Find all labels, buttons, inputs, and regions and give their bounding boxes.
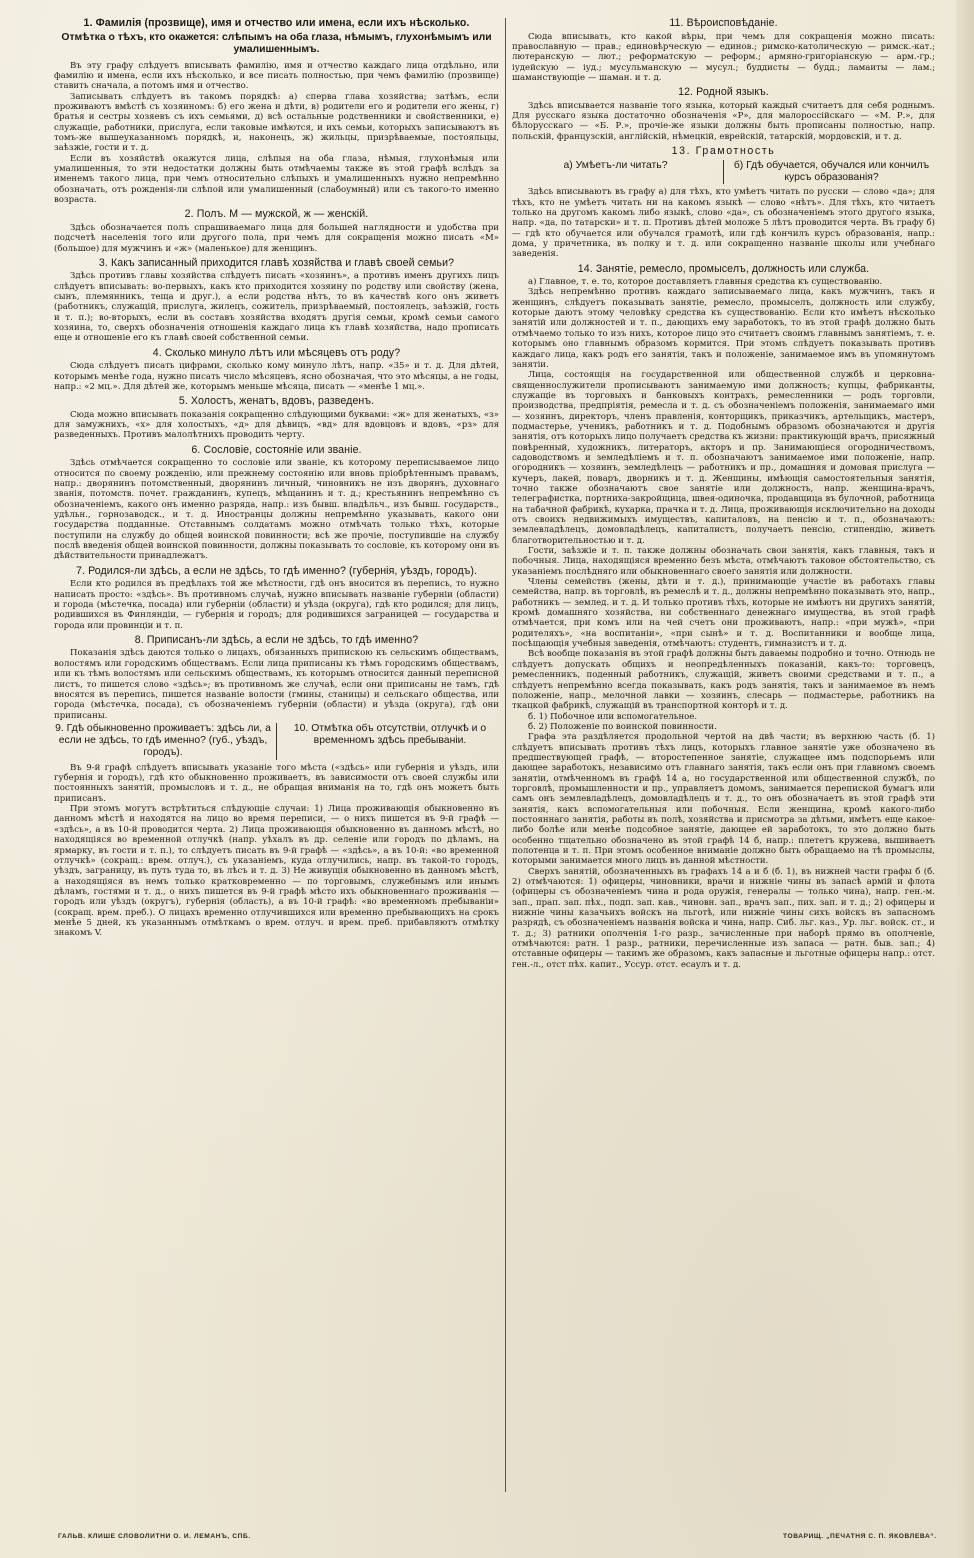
section-14c-label: б. 2) Положеніе по воинской повинности.: [528, 721, 717, 732]
section-4-text: Сюда слѣдуетъ писать цифрами, сколько кому минуло лѣтъ, напр. «35» и т. д. Для дѣтей, которымъ менѣе года, нужно писать число мѣсяцевъ, ясно обозначая, что это мѣсяцы, а не годы, напр.: «2 мц.». Для дѣтей же, которымъ меньше мѣсяца, писать — «менѣе 1 мц.».: [54, 361, 499, 392]
section-14-text: Лица, состоящія на государственной или общественной службѣ и церковна-священнослужители прописываютъ занимаемую ими должность; купцы, фабриканты, служащіе въ торговыхъ и банковыхъ контрахъ, ремесленники — родъ торговли, производства, предпріятія, ремесла и т. д. съ обозначеніемъ положенія, занимаемаго ими — хозяинъ, директоръ, членъ правленія, конторщикъ, приказчикъ, артельщикъ, мастеръ, подмастерье, ученикъ, работникъ и т. д. Подобнымъ образомъ обозначаются и другія занятія, отъ которыхъ лицо получаетъ средства къ жизни: практикующій врачъ, присяжный повѣренный, художникъ, литераторъ, акторъ и пр. Занимающіеся огородничествомъ, садоводствомъ и земледѣліемъ и т. п. обозначаютъ занимаемое ими положеніе, напр. огородникъ — хозяинъ, земледѣлецъ — работникъ и пр., домашняя и домовая прислуга — кучеръ, лакей, поваръ, дворникъ и т. д. Женщины, имѣющія самостоятельныя занятія, точно также обозначаютъ свое занятіе или должность, напр. женщина-врачъ, телеграфистка, портниха-закройщица, швея-одиночка, продавщица въ булочной, работница на табачной фабрикѣ, кухарка, прачка и т. д. Лица, проживающія исключительно на доходы отъ своихъ недвижимыхъ имуществъ, капиталовъ, на пенсію и т. п., обозначаютъ: землевладѣлецъ, домовладѣлецъ, капиталистъ, получаетъ пенсію, стипендію, живетъ благотворительностью и т. д.: [512, 370, 935, 546]
section-8-text: Показанія здѣсь даются только о лицахъ, обязанныхъ припискою къ сельскимъ обществамъ, волостямъ или городскимъ обществамъ. Если лица приписаны къ тѣмъ городскимъ обществамъ, или къ тѣмъ волостямъ или сельскимъ обществамъ, къ которымъ относится данный переписной листъ, то пишется слово «здѣсь»; въ противномъ же случаѣ, если они приписаны не тамъ, гдѣ вносятся въ перепись, пишется названіе волости (гмины, станицы) и сельскаго общества, или города (мѣстечка, посада), съ обозначеніемъ губерніи (области) и уѣзда (округа), гдѣ они приписаны.: [54, 648, 499, 721]
printer-imprint-left: ГАЛЬВ. КЛИШЕ СЛОВОЛИТНИ О. И. ЛЕМАНЪ, СПБ.: [58, 1533, 251, 1540]
section-13b-title: б) Гдѣ обучается, обучался или кончилъ курсъ образованія?: [733, 159, 930, 183]
section-9-title: 9. Гдѣ обыкновенно проживаетъ: здѣсь ли, а если не здѣсь, то гдѣ именно? (губ., уѣздъ, городъ).: [54, 723, 277, 760]
section-9-text: Въ 9-й графѣ слѣдуетъ вписывать указаніе того мѣста («здѣсь» или губернія и уѣздъ, или губернія и городъ), гдѣ кто обыкновенно проживаетъ, въ зависимости отъ своей службы или постоянныхъ занятій, промысловъ и т. д., не обращая вниманія на то, гдѣ онъ можетъ быть приписанъ.: [54, 762, 499, 804]
section-11-title: 11. Вѣроисповѣданіе.: [669, 17, 778, 29]
printer-imprint-right: ТОВАРИЩ. „ПЕЧАТНЯ С. П. ЯКОВЛЕВА“.: [783, 1533, 937, 1540]
section-10-title: 10. Отмѣтка объ отсутствіи, отлучкѣ и о временномъ здѣсь пребываніи.: [293, 722, 487, 747]
section-13-text: Здѣсь вписываютъ въ графу а) для тѣхъ, кто умѣетъ читать по русски — слово «да»; для тѣхъ, кто не умѣетъ читать ни на какомъ языкѣ — слово «нѣтъ». Для тѣхъ, кто читаетъ только на другомъ какомъ либо языкѣ, слово «да», съ обозначеніемъ этого другого языка, напр. «да, по татарски» и т. п. Противъ дѣтей моложе 5 лѣтъ проводится черта. Въ графу б) — гдѣ кто обучается или обучался грамотѣ, или гдѣ кончилъ курсъ образованія, напр.: дома, у причетника, въ полку и т. д. или сокращенно названіе школы или учебнаго заведенія.: [512, 187, 935, 260]
section-14-text: Всѣ вообще показанія въ этой графѣ должны быть даваемы подробно и точно. Отнюдь не слѣдуетъ допускать общихъ и неопредѣленныхъ показаній, какъ-то: торговецъ, ремесленникъ, поденный работникъ, служащій, живетъ своими средствами и т. п., а слѣдуетъ непремѣнно всегда показывать, какъ родъ занятія, такъ и занимаемое въ немъ положеніе, напр., мелочной лавки — хозяинъ, слесарь — подмастерье, работникъ на ткацкой фабрикѣ, служащій въ транспортной конторѣ и т. д.: [512, 649, 935, 712]
section-4-title: 4. Сколько минуло лѣтъ или мѣсяцевъ отъ роду?: [152, 346, 401, 359]
section-14-text: Гости, заѣзжіе и т. п. также должны обозначать свои занятія, какъ главныя, такъ и побочныя. Лица, находящіяся временно безъ мѣста, отмѣчаютъ таковое обстоятельство, съ указаніемъ послѣдняго или обыкновеннаго своего занятія или должности.: [512, 546, 935, 577]
section-14-title: 14. Занятіе, ремесло, промыселъ, должность или служба.: [577, 262, 870, 275]
section-13-columns-header: [512, 160, 935, 185]
section-14-text: Графа эта раздѣляется продольной чертой на двѣ части; въ верхнюю часть (б. 1) слѣдуетъ вписывать противъ тѣхъ лицъ, которыхъ главное занятіе уже обозначено въ предшествующей графѣ, — второстепенное занятіе, служащее имъ подспорьемъ или дающее заработокъ, независимо отъ главнаго занятія, такъ если онъ при главномъ своемъ занятіи, отмѣченномъ въ графѣ 14 а, но государственной или общественной службѣ, по торговлѣ, промышленности и пр., управляетъ домомъ, занимается перепиской бумагъ или самъ онъ землевладѣлецъ, домовладѣлецъ и т. д., то онъ обозначаетъ въ этой графѣ эти занятія, какъ вспомогательныя или побочныя. Если женщина, кромѣ какого-либо постояннаго занятія, работы въ полѣ, хозяйства и присмотра за дѣтьми, имѣетъ еще какое-либо болѣе или менѣе подсобное занятіе, дающее ей заработокъ, то это должно быть особенно тщательно обозначено въ этой графѣ 14 б, напр.: плететъ кружева, вышиваетъ полотенца и т. п. При этомъ особенное вниманіе должно быть обращаемо на тѣ промыслы, которыми занимается много лицъ въ данной мѣстности.: [512, 732, 935, 867]
section-11-text: Сюда вписывать, кто какой вѣры, при чемъ для сокращенія можно писать: православную — прав.; единовѣрческую — единов.; римско-католическую — римск.-кат.; лютеранскую — лют.; реформатскую — реформ.; армяно-григоріанскую — арм.-гр.; іудейскую — іуд.; мусульманскую — мусул.; буддисты — будд.; ламаиты — лам.; шаманствующіе — шаман. и т. д.: [512, 31, 935, 83]
section-7-text: Если кто родился въ предѣлахъ той же мѣстности, гдѣ онъ вносится въ перепись, то нужно написать просто: «здѣсь». Въ противномъ случаѣ, нужно вписывать названіе губерніи (области) и города (мѣстечка, посада) или губерніи (области) и уѣзда (округа), гдѣ кто родился; для лицъ, родившихся въ Финляндіи, — губернія и городъ; для родившихся заграницей — государства и города или провинціи и т. п.: [54, 579, 499, 631]
section-1-text: Записывать слѣдуетъ въ такомъ порядкѣ: а) сперва глава хозяйства; затѣмъ, если проживаютъ вмѣстѣ съ хозяиномъ: б) его жена и дѣти, в) родители его и родители его жены, г) братья и сестры хозяевъ съ ихъ семьями, д) всѣ остальные родственники и свойственники, е) служащіе, работники, прислуга, если таковые имѣются, и ихъ семьи, которыхъ записываютъ въ томъ-же вышеуказанномъ порядкѣ, и, наконецъ, ж) жильцы, призрѣваемые, постояльцы, заѣзжіе, гости и т. д.: [54, 91, 499, 154]
section-6-text: Здѣсь отмѣчается сокращенно то сословіе или званіе, къ которому переписываемое лицо относится по своему рожденію, или прежнему состоянію или вновь пріобрѣтеннымъ правамъ, напр.: дворянинъ потомственный, дворянинъ личный, чиновникъ не изъ дворянъ, духовнаго званія, потомств. почет. гражданинъ, купецъ, мѣщанинъ и т. д.; крестьянинъ непремѣнно съ обозначеніемъ, какого онъ именно разряда, напр.: изъ бывш. владѣльч., изъ бывш. государств., удѣльн., горнозаводск., и т. д. Иностранцы должны непремѣнно указывать, какого они государства подданные. Отставнымъ солдатамъ можно отмѣчать только тѣхъ, которые поступили на службу до общей воинской повинности; всѣ же прочіе, поступившіе на службу послѣ введенія общей воинской повинности, должны показывать то сословіе, къ которому они въ дѣйствительности принадлежатъ.: [54, 458, 499, 562]
section-13-title: 13. Грамотность: [671, 145, 776, 158]
section-9-text: При этомъ могутъ встрѣтиться слѣдующіе случаи: 1) Лица проживающія обыкновенно въ данномъ мѣстѣ и находятся на лицо во время переписи, — о нихъ пишется въ 9-й графѣ — «здѣсь», а въ 10-й проводится черта. 2) Лица проживающія обыкновенно въ данномъ мѣстѣ, но находящіяся во временной отлучкѣ (напр. уѣхалъ въ др. селеніе или городъ по дѣламъ, на ярмарку, въ гости и т. п.), то слѣдуетъ писать въ 9-й графѣ — «здѣсь», а въ 10-й: «во временной отлучкѣ» (сокращ.: врем. отлуч.), съ указаніемъ, куда отлучились, напр. въ такой-то городъ, уѣздъ, заграницу, въ путь туда то, въ лѣсъ и т. д. 3) Не живущія обыкновенно въ данномъ мѣстѣ, а находящіяся въ немъ только кратковременно — по торговымъ, служебнымъ или инымъ дѣламъ, гостями и т. д., о нихъ пишется въ 9-й графѣ мѣсто ихъ обыкновеннаго проживанія — городъ или уѣздъ (округъ), губернія (область), а въ 10-й графѣ: «во временномъ пребываніи» (сокращ. врем. преб.). О лицахъ временно отлучившихся или временно пребывающихъ на срокъ менѣе 5 дней, къ указаннымъ отмѣткамъ о врем. отлуч. и врем. преб. прибавляютъ отмѣтку знакомъ V.: [54, 804, 499, 939]
section-3-title: 3. Какъ записанный приходится главѣ хозяйства и главѣ своей семьи?: [98, 256, 455, 269]
page-edge: [956, 0, 974, 1558]
section-12-text: Здѣсь вписывается названіе того языка, который каждый считаетъ для себя роднымъ. Для русскаго языка достаточно обозначенія «Р», для малороссійскаго — «М. Р.», для бѣлорусскаго — «Б. Р.», прочіе-же языки должны быть прописаны полностью, напр. польскій, французскій, англійскій, нѣмецкій, еврейскій, татарскій, мордовскій, и т. д.: [512, 100, 935, 142]
column-divider: [505, 18, 506, 1492]
section-2-text: Здѣсь обозначается полъ спрашиваемаго лица для большей наглядности и удобства при подсчетѣ населенія того или другого пола, при чемъ для сокращенія можно писать «М» (большое) для мужчинъ и «ж» (маленькое) для женщинъ.: [54, 222, 499, 254]
section-14b-label: б. 1) Побочное или вспомогательное.: [528, 711, 698, 722]
section-5-text: Сюда можно вписывать показанія сокращенно слѣдующими буквами: «ж» для женатыхъ, «з» для замужнихъ, «х» для холостыхъ, «д» для дѣвицъ, «вд» для вдовцовъ и вдовъ, «рз» для разведенныхъ. Противъ малолѣтнихъ проводить черту.: [54, 409, 499, 441]
section-14-text: Здѣсь непремѣнно противъ каждаго записываемаго лица, какъ мужчинъ, такъ и женщинъ, слѣдуетъ показывать занятіе, ремесло, промыселъ, должность или службу, которые даютъ этому человѣку средства къ существованію. Если кто имѣетъ нѣсколько занятій или должностей и т. п., дающихъ ему заработокъ, то въ этой графѣ должно быть отмѣчаемо только то изъ нихъ, которое лицо это считаетъ своимъ главнымъ занятіемъ, т. е. которымъ оно главнымъ образомъ кормится. При этомъ слѣдуетъ показывать противъ каждаго лица, какъ родъ его занятія, такъ и положеніе, занимаемое имъ въ упомянутомъ занятіи.: [512, 287, 935, 370]
section-13a-title: а) Умѣетъ-ли читать?: [512, 160, 724, 185]
left-column: [54, 14, 499, 1500]
section-8-title: 8. Приписанъ-ли здѣсь, а если не здѣсь, то гдѣ именно?: [134, 633, 419, 646]
section-1-text: Въ эту графу слѣдуетъ вписывать фамилію, имя и отчество каждаго лица отдѣльно, или фамилію и имена, если ихъ нѣсколько, и все писать полностью, при чемъ фамилію (прозвище) ставить сначала, а потомъ имя и отчество.: [54, 60, 499, 92]
section-14a-label: а) Главное, т. е. то, которое доставляетъ главныя средства къ существованію.: [528, 277, 883, 288]
section-3-text: Здѣсь противъ главы хозяйства слѣдуетъ писать «хозяинъ», а противъ именъ другихъ лицъ слѣдуетъ вписывать: во-первыхъ, какъ кто приходится хозяину по родству или свойству (жена, сынъ, племянникъ, теща и друг.), а если родства нѣтъ, то въ качествѣ кого онъ живетъ (работникъ, служащій, прислуга, жилецъ, сожитель, призрѣваемый, постоялецъ, заѣзжій, гость и т. п.); во-вторыхъ, если въ составъ хозяйства входятъ другія семьи, кромѣ семьи самого хозяина, то, сверхъ обозначенія отношенія каждаго лица къ главѣ хозяйства, надо прописать еще и отношеніе его къ главѣ своей собственной семьи.: [54, 271, 499, 344]
section-1-title: 1. Фамилія (прозвище), имя и отчество или имена, если ихъ нѣсколько.: [83, 17, 470, 29]
section-1-subtitle: Отмѣтка о тѣхъ, кто окажется: слѣпымъ на оба глаза, нѣмымъ, глухонѣмымъ или умалишеннымъ.: [61, 31, 492, 55]
section-6-title: 6. Сословіе, состояніе или званіе.: [191, 443, 362, 456]
section-1-text: Если въ хозяйствѣ окажутся лица, слѣпыя на оба глаза, нѣмыя, глухонѣмыя или умалишенныя, то эти недостатки должны быть отмѣчаемы также въ этой графѣ вслѣдъ за именемъ такого лица, при чемъ относительно слѣпыхъ и умалишенныхъ нужно непремѣнно обозначать, отъ рожденія-ли слѣпой или умалишенный (слабоумный) или съ такого-то именно возраста.: [54, 153, 499, 205]
section-14-text: Сверхъ занятій, обозначенныхъ въ графахъ 14 а и б (б. 1), въ нижней части графы б (б. 2) отмѣчаются: 1) офицеры, чиновники, врачи и нижніе чины въ запасѣ армій и флота (офицеры съ обозначеніемъ чина и рода оружія, генералы — только чина), напр. ген.-м. зап., прап. зап. пѣх., подп. зап. кав., чиновн. зап., врачъ зап., пих. зап. и т. д.; 2) офицеры и нижніе чины казачьихъ войскъ на льготѣ, или нижніе чины сихъ войскъ въ запасномъ разрядѣ, съ обозначеніемъ названія войска и чина, напр. Сиб. льг. каз., Ур. льг. войск. ст., и т. д.; 3) ратники ополченія 1-го разр., зачисленные при наборѣ прямо въ ополченіе, отмѣчаются: ратн. 1 разр., ратники, перечисленные изъ запаса — ратн. быв. зап.; 4) отставные офицеры — такимъ же образомъ, какъ запасные и льготные офицеры напр.: отст. ген.-л., отст пѣх. капит., Уссур. отст. есаулъ и т. д.: [512, 866, 935, 970]
section-5-title: 5. Холостъ, женатъ, вдовъ, разведенъ.: [178, 395, 375, 408]
section-7-title: 7. Родился-ли здѣсь, а если не здѣсь, то гдѣ именно? (губернія, уѣздъ, городъ).: [75, 564, 477, 577]
section-14-text: Члены семействъ (жены, дѣти и т. д.), принимающіе участіе въ работахъ главы семейства, напр. въ торговлѣ, въ ремеслѣ и т. д., должны непремѣнно показывать это, напр., работникъ — землед. и т. д. И только противъ тѣхъ, которые не имѣютъ ни другихъ занятій, кромѣ домашняго хозяйства, ни собственнаго денежнаго имущества, въ этой графѣ отмѣчается, при комъ или на чей счетъ они проживаютъ, напр.: «при мужѣ», «при родителяхъ», «на воспитаніи», «при сынѣ» и т. д. Воспитанники и вообще лица, посѣщающія учебныя заведенія, отмѣчаютъ: студентъ, гимназистъ и т. д.: [512, 577, 935, 650]
right-column: [512, 14, 935, 1500]
section-2-title: 2. Полъ. М — мужской, ж — женскій.: [184, 208, 369, 221]
section-12-title: 12. Родной языкъ.: [678, 86, 769, 99]
sections-9-10-header: [54, 723, 499, 760]
